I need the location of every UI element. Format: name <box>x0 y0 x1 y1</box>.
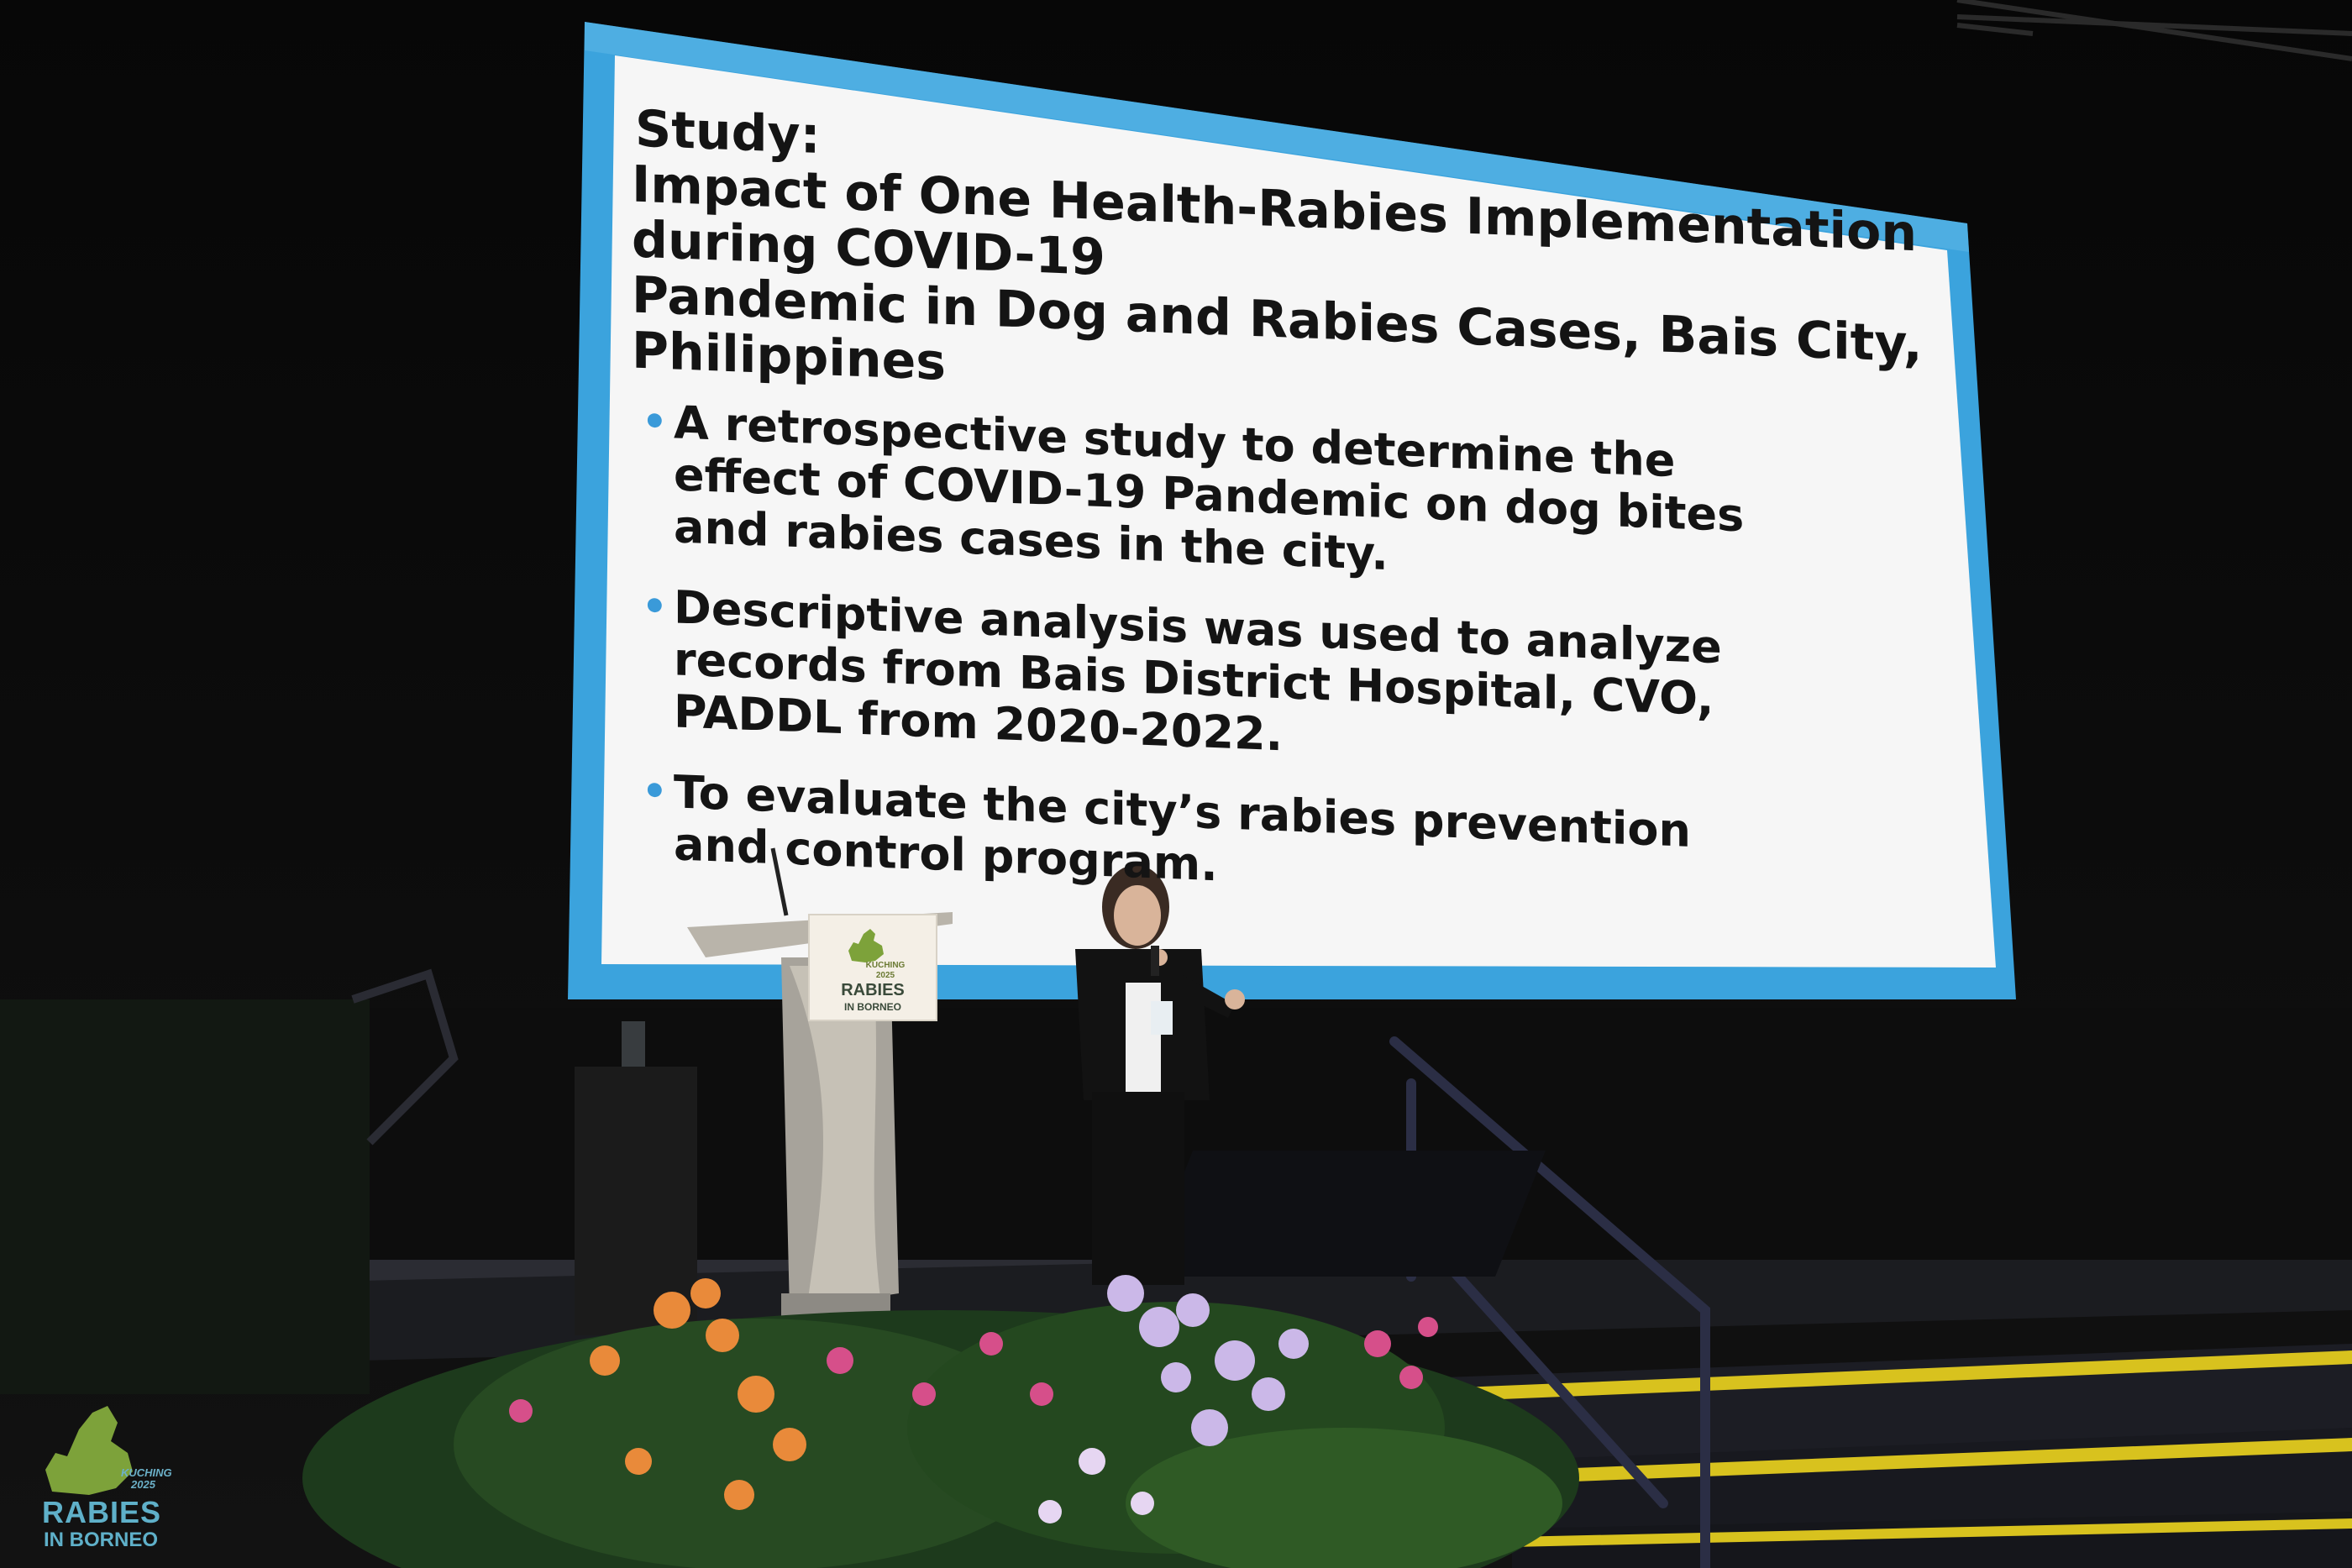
slide-bullet: • Descriptive analysis was used to analyze records from Bais District Hospital, CVO, PADDL from 2020-2022. <box>674 581 1782 780</box>
event-logo-title: RABIES <box>42 1495 162 1529</box>
slide-bullet-list <box>622 395 1966 920</box>
stage-monitor <box>1142 1151 1546 1277</box>
event-logo-subtitle: IN BORNEO <box>44 1529 159 1551</box>
slide-bullet: • To evaluate the city’s rabies prevention and control program. <box>674 766 1782 913</box>
event-logo <box>37 1404 188 1555</box>
podium-sign-subtitle: IN BORNEO <box>843 1001 901 1013</box>
slide-title-line: Impact of One Health-Rabies Implementation during COVID-19 <box>632 155 1918 288</box>
slide-bullet: • A retrospective study to determine the effect of COVID-19 Pandemic on dog bites and rabies cases in the city. <box>674 396 1782 595</box>
borneo-map-icon <box>40 1404 141 1497</box>
slide-title-line: Pandemic in Dog and Rabies Cases, Bais City, Philippines <box>632 265 1923 392</box>
event-logo-city: KUCHING <box>121 1466 172 1479</box>
podium-sign-title: RABIES <box>841 981 905 999</box>
lighting-truss <box>1957 0 2352 59</box>
slide-title-study: Study: <box>635 99 821 166</box>
slide-content <box>622 101 1966 908</box>
podium-sign-year: 2025 <box>875 971 895 980</box>
podium-sign-city: KUCHING <box>865 961 906 970</box>
event-logo-year: 2025 <box>131 1478 155 1491</box>
podium-sign <box>808 914 937 1021</box>
stage-steps <box>1445 1344 2352 1568</box>
